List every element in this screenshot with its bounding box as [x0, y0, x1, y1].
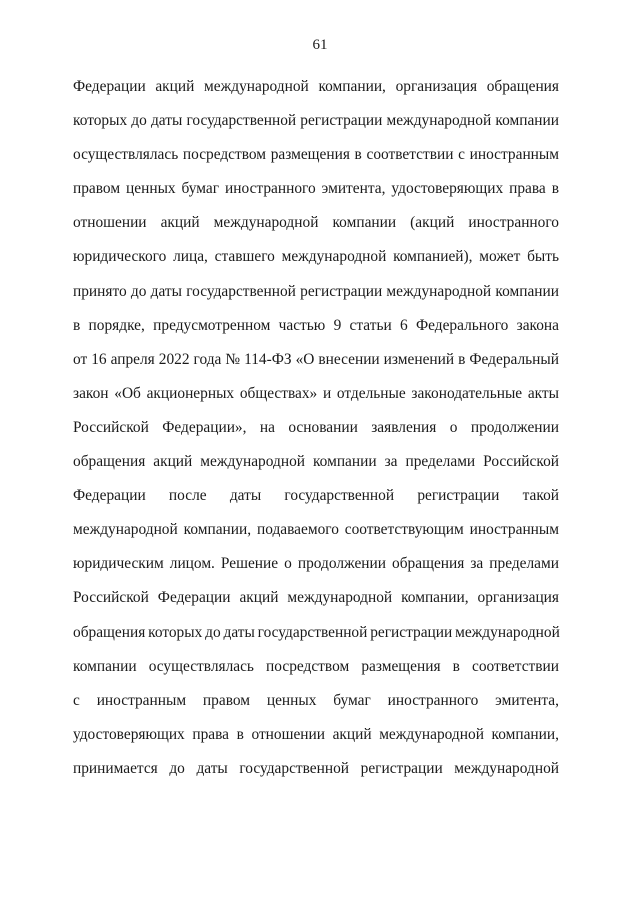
text-line: правом ценных бумаг иностранного эмитента, удостоверяющих права в [73, 180, 559, 198]
text-line: компании осуществлялась посредством размещения в соответствии [73, 657, 559, 675]
text-line: юридического лица, ставшего международной компанией), может быть [73, 248, 559, 266]
text-line: Российской Федерации акций международной компании, организация [73, 589, 559, 607]
text-line: Российской Федерации», на основании заявления о продолжении [73, 418, 559, 436]
text-line: юридическим лицом. Решение о продолжении обращения за пределами [73, 555, 559, 573]
text-line: Федерации после даты государственной регистрации такой [73, 487, 559, 505]
text-line: с иностранным правом ценных бумаг иностранного эмитента, [73, 691, 559, 709]
text-line: международной компании, подаваемого соответствующим иностранным [73, 521, 559, 539]
text-line: обращения которых до даты государственной регистрации международной [73, 623, 560, 641]
text-line: удостоверяющих права в отношении акций международной компании, [73, 725, 559, 743]
text-line: принято до даты государственной регистрации международной компании [73, 282, 559, 300]
text-line: осуществлялась посредством размещения в соответствии с иностранным [73, 146, 559, 164]
text-line: в порядке, предусмотренном частью 9 статьи 6 Федерального закона [73, 316, 559, 334]
text-line: принимается до даты государственной регистрации международной [73, 759, 559, 777]
page-number: 61 [312, 37, 328, 53]
text-line: закон «Об акционерных обществах» и отдельные законодательные акты [73, 384, 559, 402]
text-line: отношении акций международной компании (акций иностранного [73, 214, 559, 232]
body-text [73, 76, 559, 792]
text-line: Федерации акций международной компании, организация обращения [73, 78, 559, 95]
text-line: от 16 апреля 2022 года № 114-ФЗ «О внесении изменений в Федеральный [73, 350, 559, 368]
text-line: обращения акций международной компании за пределами Российской [73, 453, 559, 471]
text-line: которых до даты государственной регистрации международной компании [73, 112, 559, 130]
